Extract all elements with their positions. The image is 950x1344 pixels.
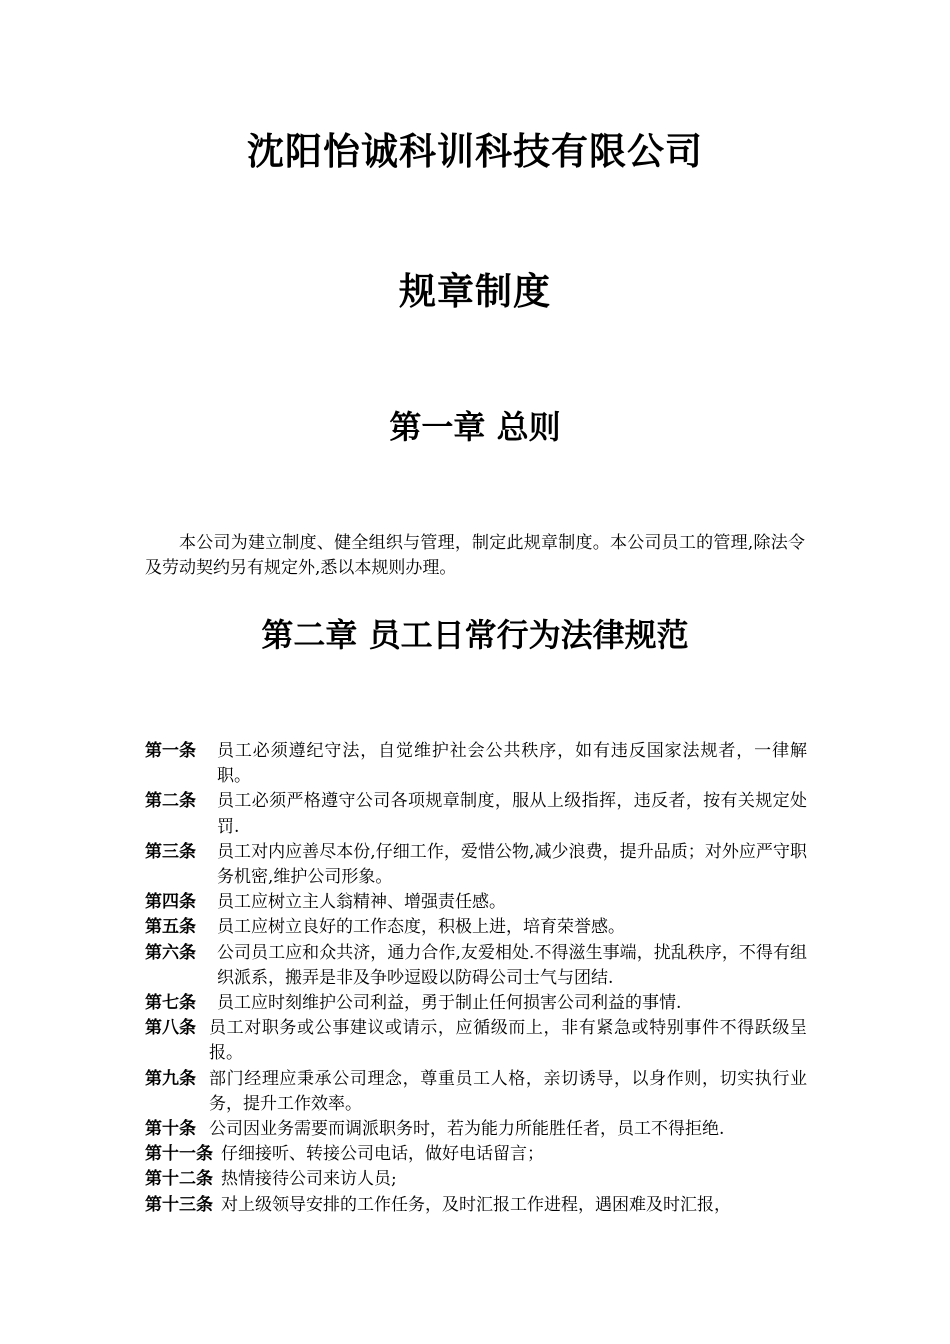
article-8 (145, 1016, 807, 1066)
article-10 (145, 1117, 807, 1142)
article-label: 第五条 (145, 917, 196, 938)
article-2 (145, 789, 807, 839)
article-label: 第八条 (145, 1018, 196, 1039)
article-text: 热情接待公司来访人员; (221, 1169, 397, 1190)
article-label: 第九条 (145, 1068, 196, 1089)
article-label: 第七条 (145, 993, 196, 1014)
article-label: 第一条 (145, 741, 196, 761)
article-text: 员工必须遵纪守法，自觉维护社会公共秩序，如有违反国家法规者，一律解职。 (217, 741, 807, 787)
chapter-2-heading: 第二章 员工日常行为法律规范 (261, 616, 689, 654)
article-13 (145, 1193, 807, 1218)
article-3 (145, 840, 807, 890)
article-text: 部门经理应秉承公司理念，尊重员工人格，亲切诱导，以身作则，切实执行业务，提升工作效率。 (209, 1068, 807, 1114)
article-1 (145, 739, 807, 789)
article-label: 第十一条 (145, 1144, 213, 1165)
article-6 (145, 941, 807, 991)
article-text: 公司因业务需要而调派职务时，若为能力所能胜任者，员工不得拒绝. (209, 1119, 725, 1140)
article-4 (145, 890, 807, 915)
article-label: 第十三条 (145, 1194, 213, 1215)
document-title: 规章制度 (399, 270, 551, 313)
article-text: 对上级领导安排的工作任务，及时汇报工作进程，遇困难及时汇报， (221, 1194, 731, 1215)
company-name: 沈阳怡诚科训科技有限公司 (247, 130, 703, 173)
chapter-1-heading: 第一章 总则 (389, 408, 561, 446)
article-text: 员工应时刻维护公司利益，勇于制止任何损害公司利益的事情. (217, 993, 682, 1014)
article-list (145, 739, 807, 1218)
article-label: 第三条 (145, 841, 196, 862)
article-11 (145, 1142, 807, 1167)
article-5 (145, 915, 807, 940)
article-text: 公司员工应和众共济，通力合作,友爱相处.不得滋生事端，扰乱秩序，不得有组织派系，搬弄是非及争吵逗殴以防碍公司士气与团结. (217, 942, 807, 988)
article-label: 第六条 (145, 942, 196, 963)
article-text: 仔细接听、转接公司电话，做好电话留言； (221, 1144, 544, 1165)
chapter-1-paragraph: 本公司为建立制度、健全组织与管理，制定此规章制度。本公司员工的管理,除法令及劳动契约另有规定外,悉以本规则办理。 (145, 533, 805, 578)
article-label: 第十条 (145, 1119, 196, 1140)
article-label: 第四条 (145, 892, 196, 913)
article-9 (145, 1067, 807, 1117)
article-text: 员工对职务或公事建议或请示，应循级而上，非有紧急或特别事件不得跃级呈报。 (209, 1018, 807, 1064)
article-7 (145, 991, 807, 1016)
article-text: 员工应树立主人翁精神、增强责任感。 (217, 892, 506, 913)
article-12 (145, 1167, 807, 1192)
article-label: 第二条 (145, 791, 196, 812)
article-text: 员工必须严格遵守公司各项规章制度，服从上级指挥，违反者，按有关规定处罚. (217, 791, 807, 837)
article-text: 员工应树立良好的工作态度，积极上进，培育荣誉感。 (217, 917, 625, 938)
article-text: 员工对内应善尽本份,仔细工作，爱惜公物,减少浪费，提升品质；对外应严守职务机密,维护公司形象。 (217, 841, 807, 888)
article-label: 第十二条 (145, 1169, 213, 1190)
